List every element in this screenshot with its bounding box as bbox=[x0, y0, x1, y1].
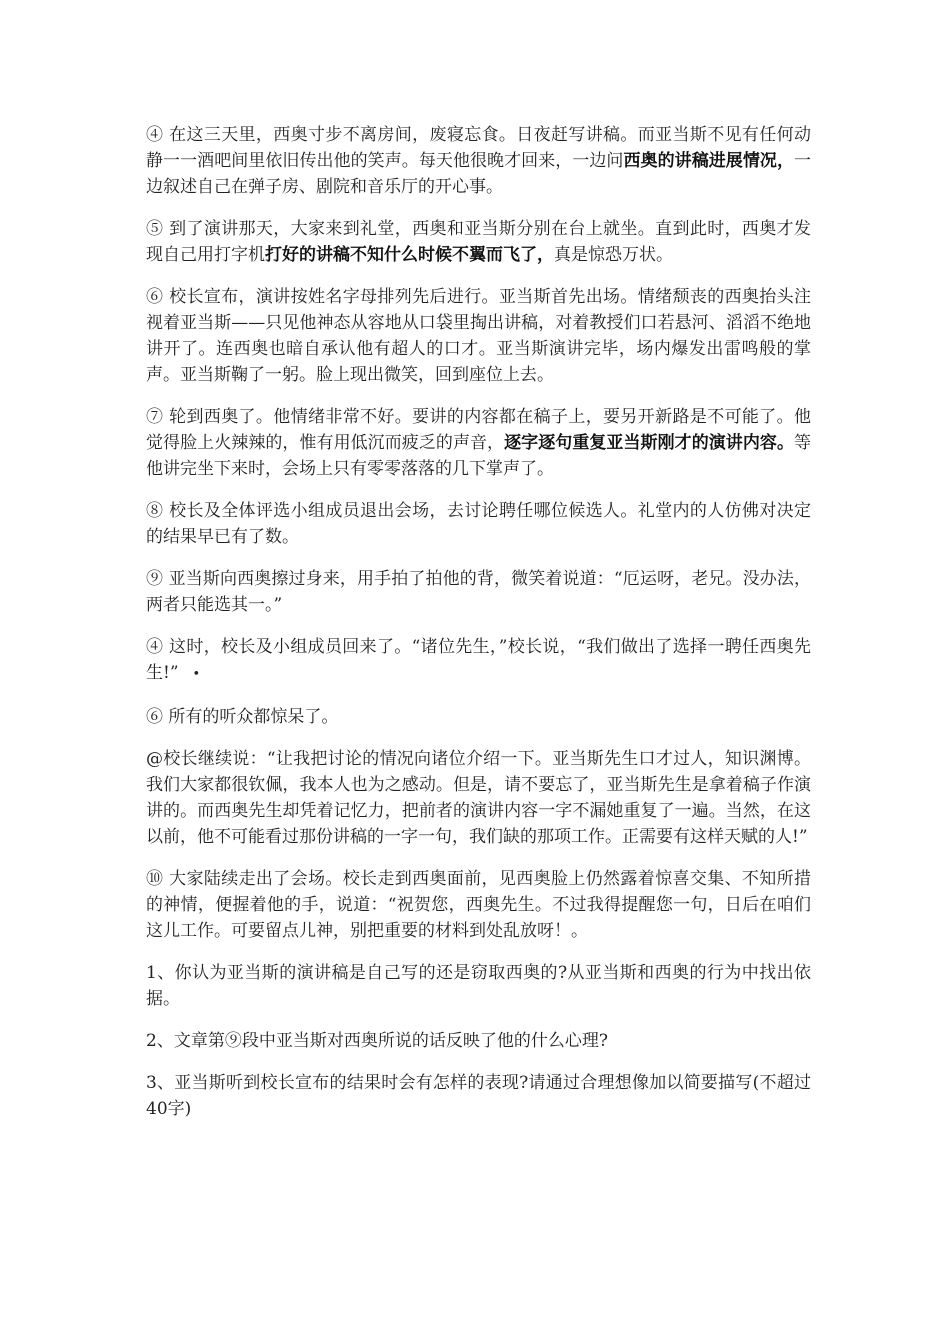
paragraph-10 bbox=[146, 634, 811, 688]
question-2: 2、文章第⑨段中亚当斯对西奥所说的话反映了他的什么心理? bbox=[146, 1031, 608, 1051]
paragraph-7 bbox=[146, 404, 811, 482]
question-1: 1、你认为亚当斯的演讲稿是自己写的还是窃取西奥的?从亚当斯和西奥的行为中找出依据。 bbox=[146, 963, 811, 1009]
paragraph-text: ⑩ 大家陆续走出了会场。校长走到西奥面前，见西奥脸上仍然露着惊喜交集、不知所措的神情，便握着他的手，说道：“祝贺您，西奥先生。不过我得提醒您一句，日后在咱们这儿工作。可要留点儿神，别把重要的材料到处乱放呀！。 bbox=[146, 869, 811, 941]
question-3: 3、亚当斯听到校长宣布的结果时会有怎样的表现?请通过合理想像加以简要描写(不超过40字) bbox=[146, 1073, 811, 1119]
paragraph-text: 一边叙述自己在弹子房、剧院和音乐厅的开心事。 bbox=[146, 151, 812, 197]
paragraph-9 bbox=[146, 566, 811, 618]
bold-phrase: 西奥的讲稿进展情况， bbox=[623, 151, 795, 171]
bold-phrase: 打好的讲稿不知什么时候不翼而飞了， bbox=[265, 245, 554, 265]
paragraph-4 bbox=[146, 122, 811, 200]
paragraph-13 bbox=[146, 866, 811, 944]
paragraph-text: ④ 这时，校长及小组成员回来了。“诸位先生，”校长说，“我们做出了选择一聘任西奥先生!” bbox=[146, 637, 811, 683]
paragraph-text: ⑨ 亚当斯向西奥擦过身来，用手拍了拍他的背，微笑着说道：“厄运呀，老兄。没办法，两者只能选其一。” bbox=[146, 569, 811, 615]
paragraph-text: ⑥ 所有的听众都惊呆了。 bbox=[146, 707, 339, 727]
paragraph-text: 等他讲完坐下来时，会场上只有零零落落的几下掌声了。 bbox=[146, 433, 812, 479]
document-page bbox=[146, 122, 811, 1138]
paragraph-11 bbox=[146, 704, 811, 730]
paragraph-text: ⑦ 轮到西奥了。他情绪非常不好。要讲的内容都在稿子上，要另开新路是不可能了。他觉得脸上火辣辣的，惟有用低沉而疲乏的声音， bbox=[146, 407, 811, 453]
paragraph-text: ⑥ 校长宣布，演讲按姓名字母排列先后进行。亚当斯首先出场。情绪颓丧的西奥抬头注视着亚当斯——只见他神态从容地从口袋里掏出讲稿，对着教授们口若悬河、滔滔不绝地讲开了。连西奥也暗自承认他有超人的口才。亚当斯演讲完毕，场内爆发出雷鸣般的掌声。亚当斯鞠了一躬。脸上现出微笑，回到座位上去。 bbox=[146, 287, 811, 385]
paragraph-text: ⑤ 到了演讲那天，大家来到礼堂，西奥和亚当斯分别在台上就坐。直到此时，西奥才发现自己用打字机 bbox=[146, 219, 811, 265]
paragraph-5 bbox=[146, 216, 811, 268]
paragraph-8 bbox=[146, 498, 811, 550]
paragraph-12 bbox=[146, 746, 811, 850]
bold-phrase: 逐字逐句重复亚当斯刚才的演讲内容。 bbox=[504, 433, 795, 453]
paragraph-text: ④ 在这三天里，西奥寸步不离房间，废寝忘食。日夜赶写讲稿。而亚当斯不见有任何动静一一酒吧间里依旧传出他的笑声。每天他很晚才回来，一边问 bbox=[146, 125, 811, 171]
paragraph-text: ⑧ 校长及全体评选小组成员退出会场，去讨论聘任哪位候选人。礼堂内的人仿佛对决定的结果早已有了数。 bbox=[146, 501, 811, 547]
paragraph-text: @校长继续说：“让我把讨论的情况向诸位介绍一下。亚当斯先生口才过人，知识渊博。我们大家都很钦佩，我本人也为之感动。但是，请不要忘了，亚当斯先生是拿着稿子作演讲的。而西奥先生却凭着记忆力，把前者的演讲内容一字不漏她重复了一遍。当然，在这以前，他不可能看过那份讲稿的一字一句，我们缺的那项工作。正需要有这样天赋的人!” bbox=[146, 749, 811, 847]
paragraph-6 bbox=[146, 284, 811, 388]
bullet-mark: • bbox=[192, 667, 201, 682]
paragraph-text: 真是惊恐万状。 bbox=[554, 245, 673, 265]
